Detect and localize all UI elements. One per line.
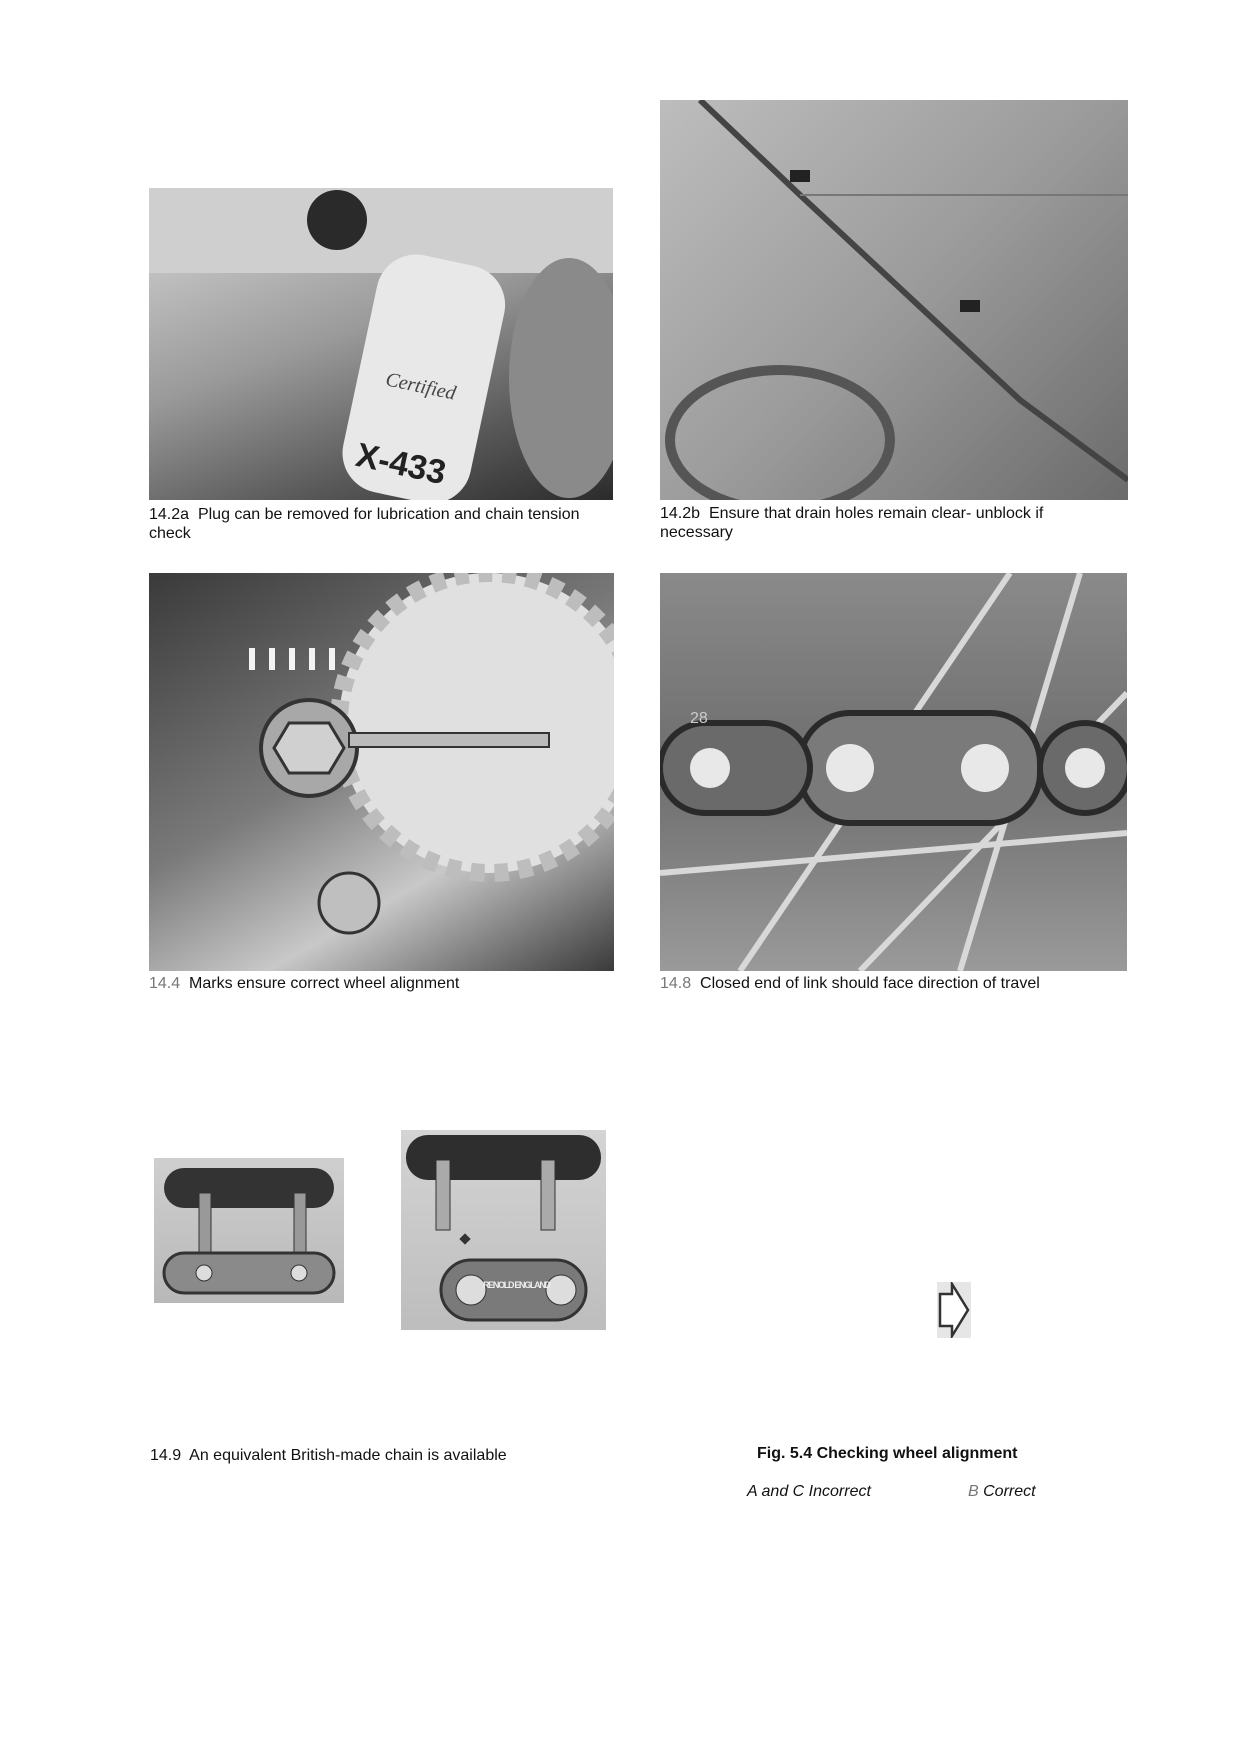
assembled-link-illustration <box>154 1158 344 1303</box>
split-link-illustration <box>401 1130 606 1330</box>
caption-14-4 <box>149 974 614 993</box>
can-label-x433: X-433 <box>352 436 450 493</box>
photo-14-4 <box>149 573 614 971</box>
caption-text: Ensure that drain holes remain clear- unblock if necessary <box>660 505 1044 541</box>
arrow-glyph <box>937 1282 971 1338</box>
sprocket-adjuster-illustration <box>149 573 614 971</box>
caption-number: 14.4 <box>149 975 181 992</box>
chaincase-illustration <box>660 100 1128 500</box>
caption-number: 14.2b <box>660 505 701 522</box>
photo-14-8 <box>660 573 1127 971</box>
caption-number: 14.8 <box>660 975 692 992</box>
photo-14-2a <box>149 188 613 500</box>
photo-14-9-split-link <box>401 1130 606 1330</box>
caption-number: 14.9 <box>150 1447 182 1464</box>
spray-can-illustration <box>149 188 613 500</box>
figure-title: Fig. 5.4 Checking wheel alignment <box>757 1445 1018 1462</box>
caption-14-2a <box>149 505 613 543</box>
photo-14-2b <box>660 100 1128 500</box>
caption-14-9 <box>150 1446 610 1465</box>
caption-text: An equivalent British-made chain is available <box>189 1447 507 1464</box>
chain-mark-28: 28 <box>690 710 708 727</box>
legend-letter: B <box>968 1483 979 1500</box>
renold-stamp: RENOLD ENGLAND <box>483 1280 551 1290</box>
chain-link-illustration <box>660 573 1127 971</box>
caption-text: Marks ensure correct wheel alignment <box>189 975 460 992</box>
caption-text: Plug can be removed for lubrication and chain tension check <box>149 506 580 542</box>
legend-text: Correct <box>983 1483 1036 1500</box>
caption-14-8 <box>660 974 1127 993</box>
direction-arrow-icon <box>937 1282 971 1338</box>
caption-text: Closed end of link should face direction of travel <box>700 975 1040 992</box>
caption-14-2b <box>660 504 1070 542</box>
figure-legend-incorrect: A and C Incorrect <box>747 1483 871 1500</box>
caption-number: 14.2a <box>149 506 190 523</box>
figure-legend-correct <box>968 1483 1036 1501</box>
photo-14-9-assembled-link <box>154 1158 344 1303</box>
can-label-certified: Certified <box>383 368 458 405</box>
